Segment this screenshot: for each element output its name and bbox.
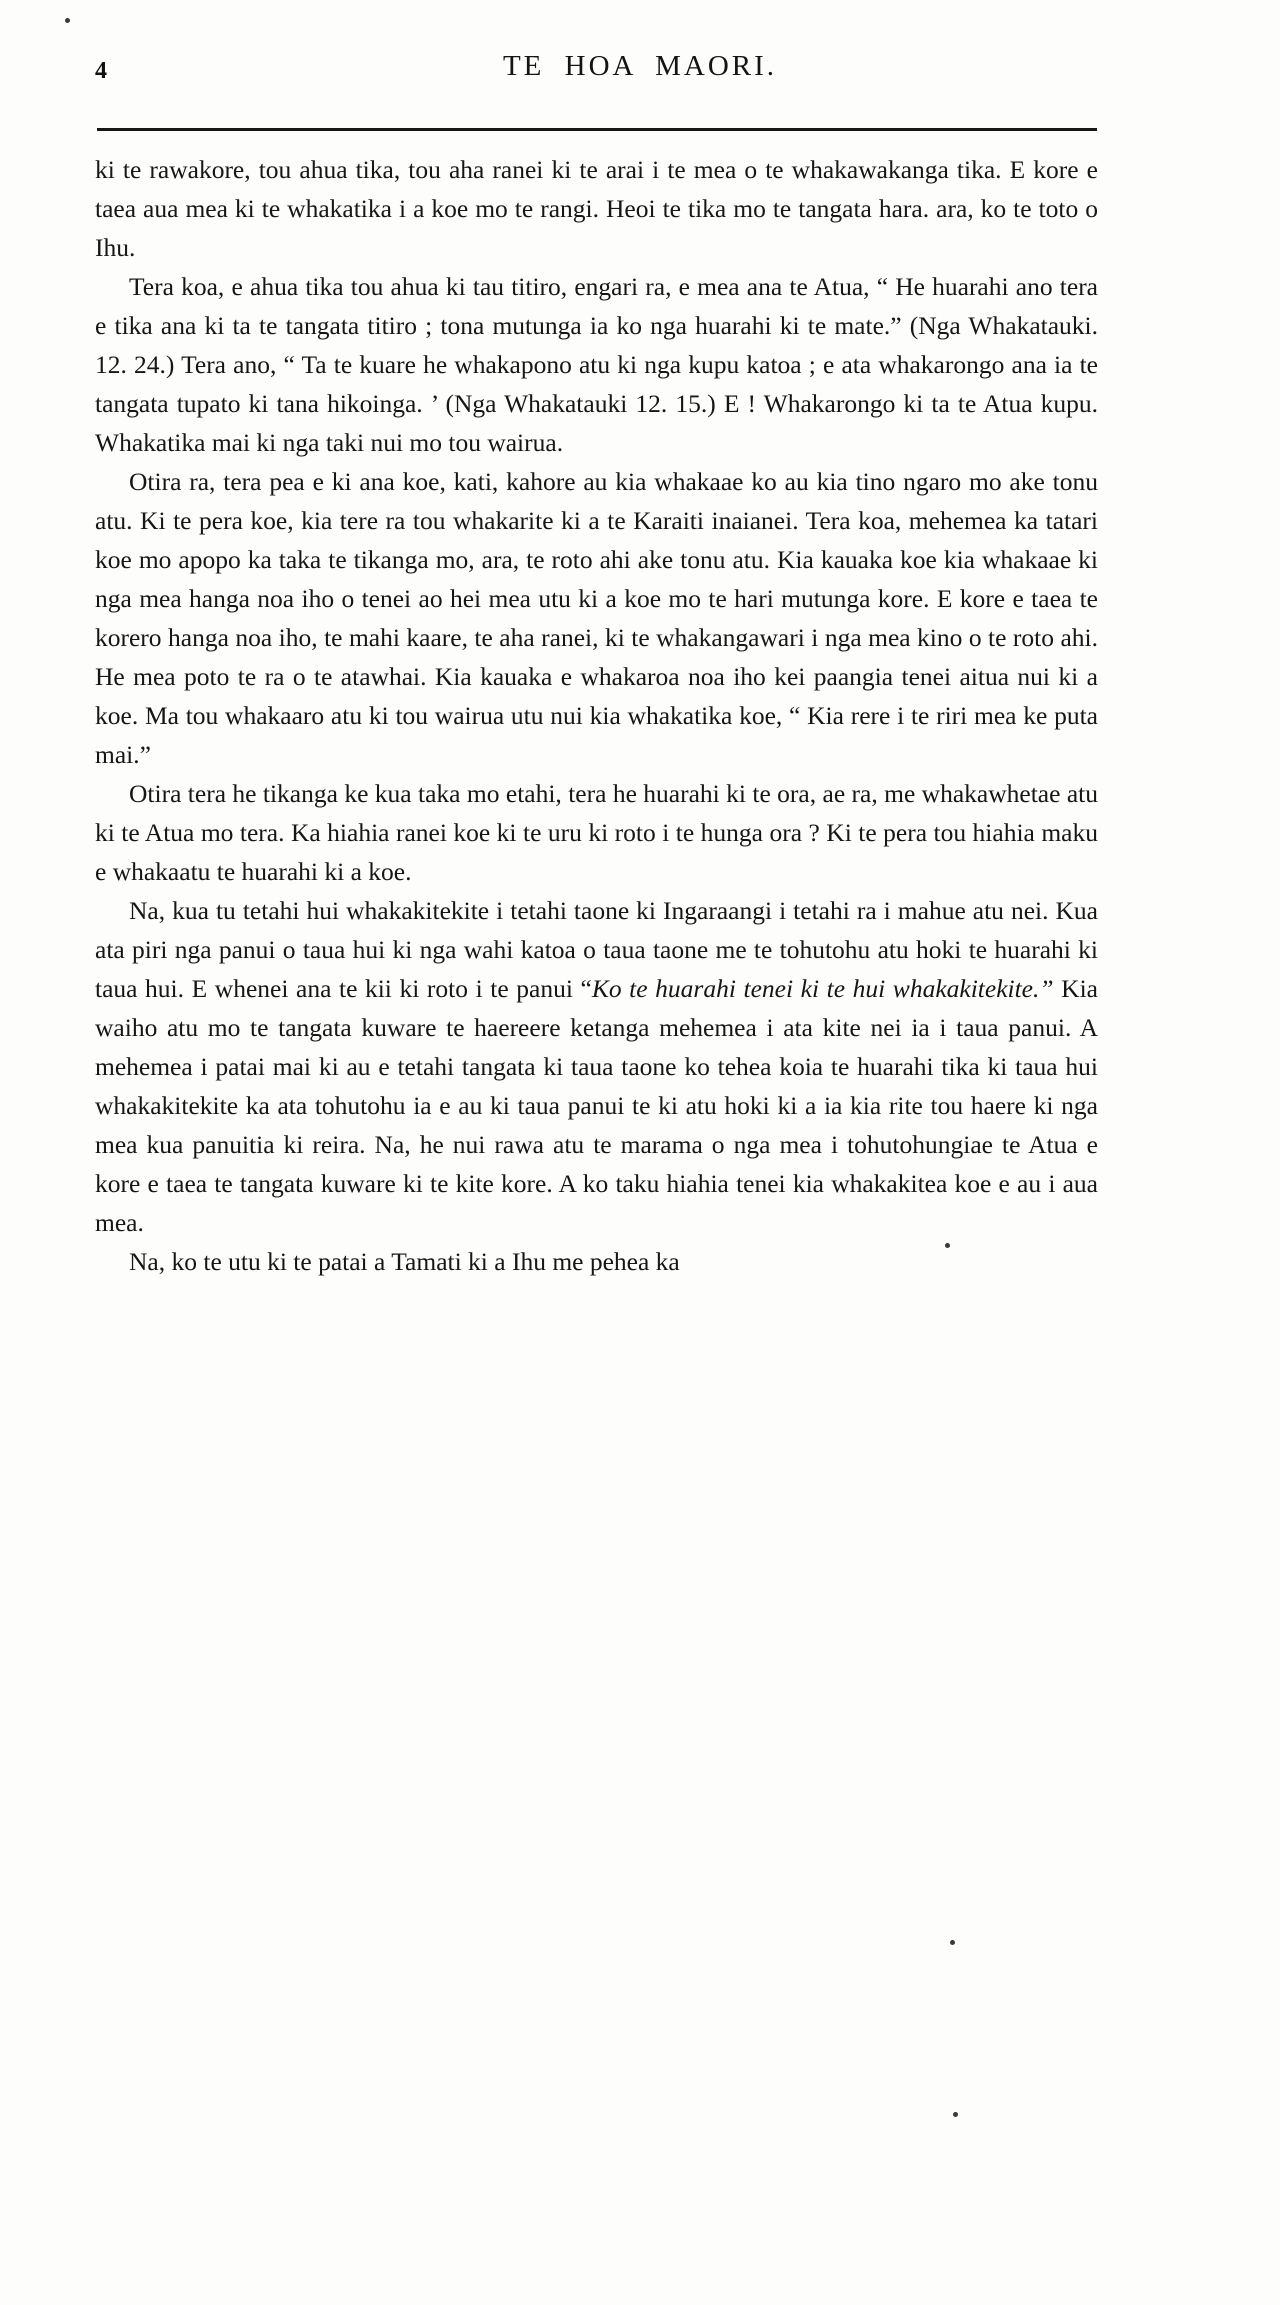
paragraph-6: Na, ko te utu ki te patai a Tamati ki a Ihu me pehea ka [129, 1247, 680, 1276]
paragraph-5-part-1: Na, kua tu tetahi hui whakakitekite i tetahi taone ki Ingaraangi i tetahi ra i mahue atu nei. Kua ata piri nga panui o taua hui ki nga wahi katoa o taua taone me te tohutohu atu hoki te huarahi ki taua hui. E whenei ana te kii ki roto i te panui “ [95, 896, 1098, 1003]
ink-speck-top [65, 18, 70, 23]
paragraph-5-italic-quote: Ko te huarahi tenei ki te hui whakakitekite.” [591, 974, 1054, 1003]
ink-speck-mid-right [945, 1243, 950, 1248]
paragraph-1: ki te rawakore, tou ahua tika, tou aha ranei ki te arai i te mea o te whakawakanga tika. E kore e taea aua mea ki te whakatika i a koe mo te rangi. Heoi te tika mo te tangata hara. ara, ko te toto o Ihu. [95, 155, 1098, 262]
paragraph-4: Otira tera he tikanga ke kua taka mo etahi, tera he huarahi ki te ora, ae ra, me whakawhetae atu ki te Atua mo tera. Ka hiahia ranei koe ki te uru ki roto i te hunga ora ? Ki te pera tou hiahia maku e whakaatu te huarahi ki a koe. [95, 779, 1098, 886]
header-rule [97, 128, 1097, 131]
paragraph-3: Otira ra, tera pea e ki ana koe, kati, kahore au kia whakaae ko au kia tino ngaro mo ake tonu atu. Ki te pera koe, kia tere ra tou whakarite ki a te Karaiti inaianei. Tera koa, mehemea ka tatari koe mo apopo ka taka te tikanga mo, ara, te roto ahi ake tonu atu. Kia kauaka koe kia whakaae ki nga mea hanga noa iho o tenei ao hei mea utu ki a koe mo te hari mutunga kore. E kore e taea te korero hanga noa iho, te mahi kaare, te aha ranei, ki te whakangawari i nga mea kino o te roto ahi. He mea poto te ra o te atawhai. Kia kauaka e whakaroa noa iho kei paangia tenei aitua nui ki a koe. Ma tou whakaaro atu ki tou wairua utu nui kia whakatika koe, “ Kia rere i te riri mea ke puta mai.” [95, 467, 1098, 769]
ink-speck-lower-right [950, 1940, 955, 1945]
paragraph-5-part-2: Kia waiho atu mo te tangata kuware te haereere ketanga mehemea i ata kite nei ia i taua panui. A mehemea i patai mai ki au e tetahi tangata ki taua taone ko tehea koia te huarahi tika ki taua hui whakakitekite ka ata tohutohu ia e au ki taua panui te ki atu hoki ki a ia kia rite tou haere ki nga mea kua panuitia ki reira. Na, he nui rawa atu te marama o nga mea i tohutohungiae te Atua e kore e taea te tangata kuware ki te kite kore. A ko taku hiahia tenei kia whakakitea koe e au i aua mea. [95, 974, 1098, 1237]
paragraph-2: Tera koa, e ahua tika tou ahua ki tau titiro, engari ra, e mea ana te Atua, “ He huarahi ano tera e tika ana ki ta te tangata titiro ; tona mutunga ia ko nga huarahi ki te mate.” (Nga Whakatauki. 12. 24.) Tera ano, “ Ta te kuare he whakapono atu ki nga kupu katoa ; e ata whakarongo ana ia te tangata tupato ki tana hikoinga. ’ (Nga Whakatauki 12. 15.) E ! Whakarongo ki ta te Atua kupu. Whakatika mai ki nga taki nui mo tou wairua. [95, 272, 1098, 457]
paragraph-5 [95, 891, 1098, 1242]
page-content [95, 0, 1185, 2305]
running-title: TE HOA MAORI. [502, 50, 778, 82]
page-number: 4 [95, 58, 107, 84]
body-text [95, 150, 1098, 1281]
page-header [95, 0, 1185, 110]
ink-speck-bottom [953, 2112, 958, 2117]
